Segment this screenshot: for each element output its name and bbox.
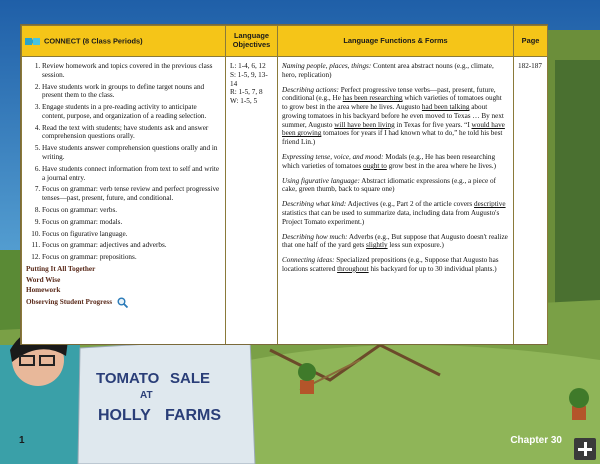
svg-text:SALE: SALE	[170, 370, 211, 387]
page-header: Page	[514, 26, 548, 57]
extra-word-wise[interactable]: Word Wise	[26, 275, 61, 284]
function-naming: Naming people, places, things: Content area abstract nouns (e.g., climate, hero, replication)	[282, 62, 494, 79]
page-number: 1	[19, 435, 25, 446]
step-item: 11. Focus on grammar: adjectives and adverbs.	[42, 241, 221, 250]
magnifier-icon[interactable]	[117, 297, 128, 308]
svg-text:FARMS: FARMS	[165, 407, 221, 424]
expand-plus-button[interactable]	[574, 438, 596, 460]
step-item: 8. Focus on grammar: verbs.	[42, 206, 221, 215]
step-item: 3. Engage students in a pre-reading activity to anticipate content, purpose, and organization of a reading selection.	[42, 103, 221, 121]
step-item: 4. Read the text with students; have students ask and answer comprehension questions orally.	[42, 124, 221, 142]
chapter-label: Chapter 30	[510, 435, 562, 446]
function-figurative: Using figurative language: Abstract idiomatic expressions (e.g., a piece of cake, green thumb, back to square one)	[282, 176, 496, 194]
function-how-much: Describing how much: Adverbs (e.g., But suppose that Augusto doesn't realize that one half of the yard gets slightly less sun exposure.)	[282, 232, 508, 250]
svg-text:HOLLY: HOLLY	[98, 407, 151, 424]
function-what-kind: Describing what kind: Adjectives (e.g., Part 2 of the article covers descriptive statistics that can be used to summarize data, including data from Augusto's Project Tomato experiment.)	[282, 200, 506, 226]
step-item: 2. Have students work in groups to define target nouns and present them to the class.	[42, 83, 221, 101]
function-tense: Expressing tense, voice, and mood: Modals (e.g., He has been researching which varieties of tomatoes ought to grow best in the area where he lives.)	[282, 153, 496, 170]
steps-cell	[22, 57, 226, 345]
function-actions: Describing actions: Perfect progressive tense verbs—past, present, future, conditional (e.g., He has been researching which varieties of tomatoes ought to grow best in the area where he lives. Augusto had been talking about growing tomatoes in his backyard before he even moved to Texas … By next summer, Augusto will have been living in Texas for five years. “I would have been growing tomatoes for years if I had known what to do,” he told his best friend Lin.)	[282, 85, 505, 147]
extra-homework[interactable]: Homework	[26, 286, 61, 295]
step-item: 7. Focus on grammar: verb tense review and perfect progressive tenses—past, present, future, and conditional.	[42, 185, 221, 203]
objective-listening: L: 1-4, 6, 12	[230, 62, 266, 70]
step-item: 1. Review homework and topics covered in the previous class session.	[42, 62, 221, 80]
step-item: 10. Focus on figurative language.	[42, 230, 221, 239]
functions-cell	[278, 57, 514, 345]
step-item: 6. Have students connect information from text to self and write a journal entry.	[42, 165, 221, 183]
objective-writing: W: 1-5, 5	[230, 97, 258, 106]
svg-text:AT: AT	[140, 390, 153, 401]
step-item: 12. Focus on grammar: prepositions.	[42, 253, 221, 262]
objectives-header: Language Objectives	[226, 26, 278, 57]
lesson-plan-table	[20, 24, 548, 345]
objective-reading: R: 1-5, 7, 8	[230, 88, 263, 97]
svg-text:TOMATO: TOMATO	[96, 370, 160, 387]
function-connecting: Connecting ideas: Specialized prepositions (e.g., Suppose that Augusto has locations scattered throughout his backyard for up to 30 individual plants.)	[282, 256, 499, 273]
step-item: 9. Focus on grammar: modals.	[42, 218, 221, 227]
step-item: 5. Have students answer comprehension questions orally and in writing.	[42, 144, 221, 162]
steps-list	[26, 62, 221, 262]
page-cell: 182-187	[514, 57, 548, 345]
objective-speaking: S: 1-5, 9, 13-14	[230, 70, 268, 88]
puzzle-icon	[25, 36, 41, 47]
extra-observing-progress[interactable]: Observing Student Progress	[26, 297, 221, 308]
objectives-cell	[226, 57, 278, 345]
connect-header: CONNECT (8 Class Periods)	[22, 26, 226, 57]
extra-putting-together[interactable]: Putting It All Together	[26, 264, 96, 273]
functions-header: Language Functions & Forms	[278, 26, 514, 57]
